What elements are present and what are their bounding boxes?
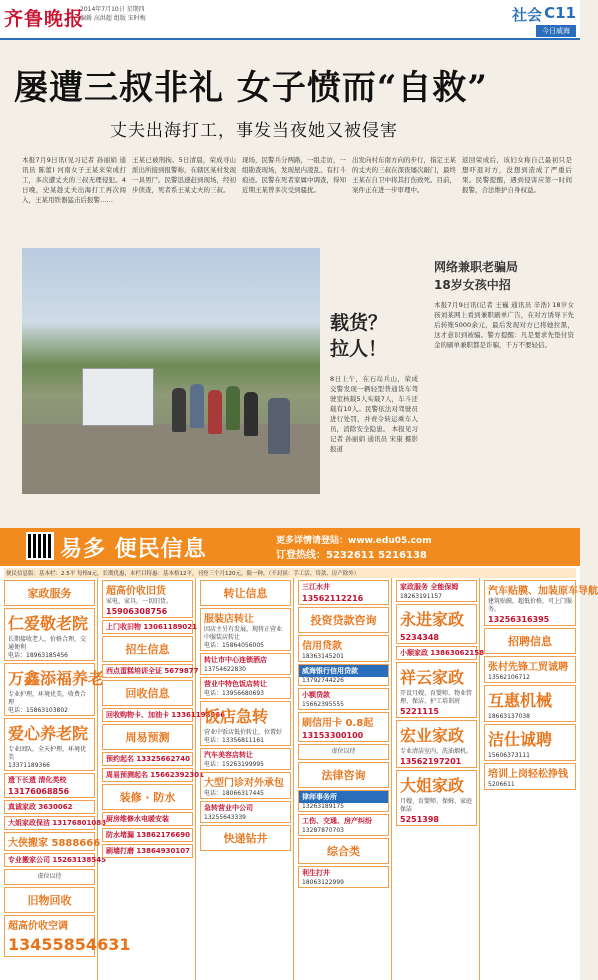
subhead: 丈夫出海打工，事发当夜她又被侵害 (110, 121, 398, 141)
ad-title: 祥云家政 (400, 668, 465, 687)
ad-phone: 13263189175 (302, 803, 344, 810)
ad-phone: 18063122999 (302, 879, 344, 886)
ad-phone: 13371189366 (8, 762, 50, 769)
ad-text: 家电、家具，一切旧货。 (106, 598, 173, 605)
ad-phone: 电话：18963185456 (8, 652, 68, 659)
article-column-3: 现场，民警兵分两路，一组走访，一组勘查现场，发现屋内凌乱、有打斗痕迹。民警在死者家属中调查，得知近期王某曾多次受到骚扰。 (242, 156, 346, 194)
ads-column-3 (198, 578, 294, 980)
ad-title: 利生打井 (302, 869, 330, 877)
issue-info (80, 5, 146, 23)
ad-title: 防水堵漏 13862176690 (106, 831, 191, 839)
ad-phone: 电话：13356811161 (204, 737, 264, 744)
ad-phone: 18363145201 (302, 653, 344, 660)
ad-phone: 13562112216 (302, 594, 364, 603)
ad-title: 刷信用卡 0.8起 (302, 718, 374, 729)
ad-title: 汽车贴膜、加装原车导航 (488, 586, 598, 597)
ad-text: 专业清洁室内、洗油烟机。 (400, 748, 473, 755)
issue-date: 2014年7月10日 星期四 (80, 6, 145, 13)
ad-title: 预约起名 13325662740 (106, 755, 191, 763)
ad-text: 月嫂、育婴师、保姆、家庭保洁 (400, 798, 473, 813)
ad-title: 营业中特色饭店转让 (204, 680, 267, 688)
ad-title: 厨房维修水电暖安装 (106, 815, 169, 823)
ad-title: 万鑫添福养老 (8, 669, 105, 688)
ad-title: 大侠搬家 5888666 (8, 838, 101, 849)
ad-text: 营业中饭店低价转让，位置好 (204, 729, 283, 736)
ads-column-5 (394, 578, 485, 980)
category-express-drilling: 快递钻井 (223, 832, 268, 845)
ad-title: 仁爱敬老院 (8, 614, 89, 633)
ad-phone: 5221115 (400, 707, 439, 716)
classifieds-hotline: 订登热线：5232611 5216138 (276, 550, 427, 561)
masthead (0, 0, 580, 40)
ad-phone: 13153300100 (302, 731, 364, 740)
truck-shape (82, 368, 154, 426)
category-misc: 综合类 (327, 845, 360, 858)
photo-text: 8日上午，在石岛兵山，荣成交警发现一辆轻型普通货车驾驶室核载5人实载7人，车斗还载有10人。民警依法对驾驶员进行处罚，并责令转运乘车人员，消除安全隐患。 本报见习记者 孙丽娟 通讯员 宋康 摄影报道 (330, 375, 418, 453)
ad-title: 超高价收空调 (8, 921, 68, 932)
ad-title: 爱心养老院 (8, 724, 89, 743)
category-enrollment: 招生信息 (125, 643, 170, 656)
ad-phone: 13287870703 (302, 827, 344, 834)
ad-phone: 13255643339 (204, 814, 246, 821)
ad-title: 转让市中心连锁酒店 (204, 656, 267, 664)
ad-phone: 电话：15263199995 (204, 761, 264, 768)
section-name: 社会 (511, 6, 542, 24)
ad-title: 回收购物卡、加油卡 13361198566 (106, 711, 226, 719)
ad-title: 大姐家政 (400, 776, 465, 795)
ad-title: 三江水井 (302, 583, 330, 591)
ad-title: 永进家政 (400, 610, 465, 629)
ad-title: 大型门诊对外承包 (204, 778, 284, 789)
ad-text: 建筑贴膜，超低价格，可上门服务。 (488, 598, 573, 613)
ad-title: 遗下长遗 清化类校 (8, 776, 67, 784)
ad-phone: 13562106712 (488, 674, 530, 681)
category-fortune: 周易预测 (125, 731, 170, 744)
ads-column-1 (2, 578, 131, 980)
ad-phone: 15606373111 (488, 752, 530, 759)
issue-editors: 编辑 高洪超 组版 宋时梅 (80, 15, 146, 22)
photo-caption (330, 310, 387, 362)
category-recycling: 旧物回收 (27, 894, 72, 907)
subsection-tag: 今日威海 (536, 25, 576, 37)
ad-text: 开设月嫂、育婴师、物业管理、保洁、护工培训班 (400, 690, 473, 705)
ad-title: 工伤、交通、房产纠纷 (302, 817, 372, 825)
ad-phone: 电话：15863103802 (8, 707, 68, 714)
ad-phone: 13792744226 (302, 677, 344, 684)
ad-title: 真诚家政 3630062 (8, 803, 73, 811)
ad-title: 急转营业中公司 (204, 804, 253, 812)
ad-text: 因店主另有发展，现将正营业中服装店转让 (204, 626, 283, 641)
category-legal: 法律咨询 (321, 769, 366, 782)
ad-title: 饭店急转 (204, 707, 269, 726)
ad-title: 培训上岗轻松挣钱 (488, 769, 568, 780)
ad-title: 服装店转让 (204, 614, 254, 625)
vacant-slot: 虚位以待 (37, 873, 62, 880)
category-transfer: 转让信息 (223, 587, 268, 600)
ad-title: 小额贷款 (302, 691, 330, 699)
news-photo (22, 248, 320, 494)
ad-title: 互惠机械 (488, 691, 553, 710)
classifieds-website: 更多详情请登陆：www.edu05.com (276, 536, 432, 546)
ad-phone: 13176068856 (8, 787, 70, 796)
ad-phone: 5206611 (488, 781, 515, 788)
ad-phone: 5251398 (400, 815, 439, 824)
ad-phone: 18263191157 (400, 593, 442, 600)
ad-phone: 15662395555 (302, 701, 344, 708)
ad-text: 长期接收老人，价格合理，交通便利 (8, 636, 87, 651)
ad-title: 信用贷款 (302, 641, 342, 652)
ad-phone: 13455854631 (8, 935, 131, 954)
ad-title: 汽车美容店转让 (204, 751, 253, 759)
vacant-slot: 虚位以待 (331, 748, 356, 755)
ad-title: 洁仕诚聘 (488, 730, 553, 749)
category-housekeeping: 家政服务 (27, 587, 72, 600)
category-loans: 投资贷款咨询 (310, 614, 377, 627)
ad-title: 超高价收旧货 (106, 586, 166, 597)
ad-phone: 5234348 (400, 633, 439, 642)
ad-phone: 13754622830 (204, 666, 246, 673)
qr-code-icon (26, 532, 54, 560)
classifieds-title: 易多 便民信息 (60, 537, 207, 562)
ad-title: 上门收旧物 13061189021 (106, 623, 198, 631)
ad-phone: 13256316395 (488, 615, 550, 624)
category-renovation: 装修 · 防水 (119, 791, 176, 804)
ad-phone: 电话：15864056005 (204, 642, 264, 649)
photo-caption-text: 载货？ 拉人！ (330, 312, 388, 360)
sidebar-title: 网络兼职老骗局 18岁女孩中招 (434, 260, 519, 292)
ad-phone: 电话：13956680693 (204, 690, 264, 697)
ad-title: 刷墙打磨 13864930107 (106, 847, 191, 855)
ad-phone: 电话：18066317445 (204, 790, 264, 797)
article-column-2: 王某已被刑拘。5日清晨，荣成寻山派出所接到报警称，在辖区某村发现一具男尸。民警迅速赶到现场，经初步侦查，死者系王某丈夫的三叔。 (132, 156, 236, 194)
headline: 屡遭三叔非礼 女子愤而“自救” (14, 68, 488, 108)
ads-column-4 (296, 578, 392, 980)
ad-title: 威海银行信用贷款 (299, 665, 388, 677)
ad-phone: 15906308756 (106, 607, 168, 616)
ads-column-6 (482, 578, 598, 980)
category-recycle-info: 回收信息 (125, 687, 170, 700)
ad-text: 专业护理，环境优美，收费合理 (8, 691, 87, 706)
article-column-1: 本报7月9日讯(见习记者 孙丽娟 通讯员 陈蕾) 河南女子王某来荣成打工，多次遭丈夫的三叔无理侵犯。4日晚，史某趁丈夫出海打工再次闯入，王某用铁器猛击后报警…… (22, 156, 126, 204)
ad-title: 周易预测起名 15662392301 (106, 771, 205, 779)
article-column-5: 返回荣成后，该妇女称自己最初只是想吓退对方，没想到造成了严重后果。民警提醒，遇到侵害应第一时间报警，合法维护自身权益。 (462, 156, 572, 194)
article-column-4: 出发向村东南方向的步行，指定王某的丈夫的三叔在深夜屡次敲门，最终王某在自卫中将其打伤致死。目前，案件正在进一步审理中。 (352, 156, 456, 194)
newspaper-logo: 齐鲁晚报 (4, 8, 85, 30)
sidebar-body: 本报7月9日讯(记者 王巍 通讯员 辛浩) 18岁女孩刘某网上看到兼职刷单广告，在对方诱导下先后转账5000余元，最后发现对方已将她拉黑，这才意识到被骗。警方提醒：凡是要求先垫付资金的刷单兼职都是诈骗，千万不要轻信。 (434, 301, 574, 349)
ad-title: 家政服务 全能保姆 (400, 583, 459, 591)
ad-title: 律师事务所 (299, 791, 388, 803)
ad-phone: 13562197201 (400, 757, 462, 766)
ad-text: 专业团队，全天护理，环境优美 (8, 746, 87, 761)
ad-title: 张村先锋工贸诚聘 (488, 662, 568, 673)
ad-title: 专业搬家公司 15263138545 (8, 856, 107, 864)
ad-title: 大姐家政保洁 13176801088 (8, 819, 107, 827)
category-recruitment: 招聘信息 (508, 635, 552, 648)
page-number: C11 (544, 4, 576, 22)
ad-title: 宏业家政 (400, 726, 465, 745)
ad-phone: 18663137038 (488, 713, 530, 720)
ad-title: 西点蛋糕培训全证 5679877 (106, 667, 199, 675)
ad-title: 小顺家政 13863062158 (400, 649, 485, 657)
classifieds-rates: 便民信息版：基本栏：2.5平 每格9元，长期优惠，本栏目特惠：基本格12平，刊登三个月120元，限一种，（不封顶：手工活、贷款、房产除外） (4, 568, 576, 578)
